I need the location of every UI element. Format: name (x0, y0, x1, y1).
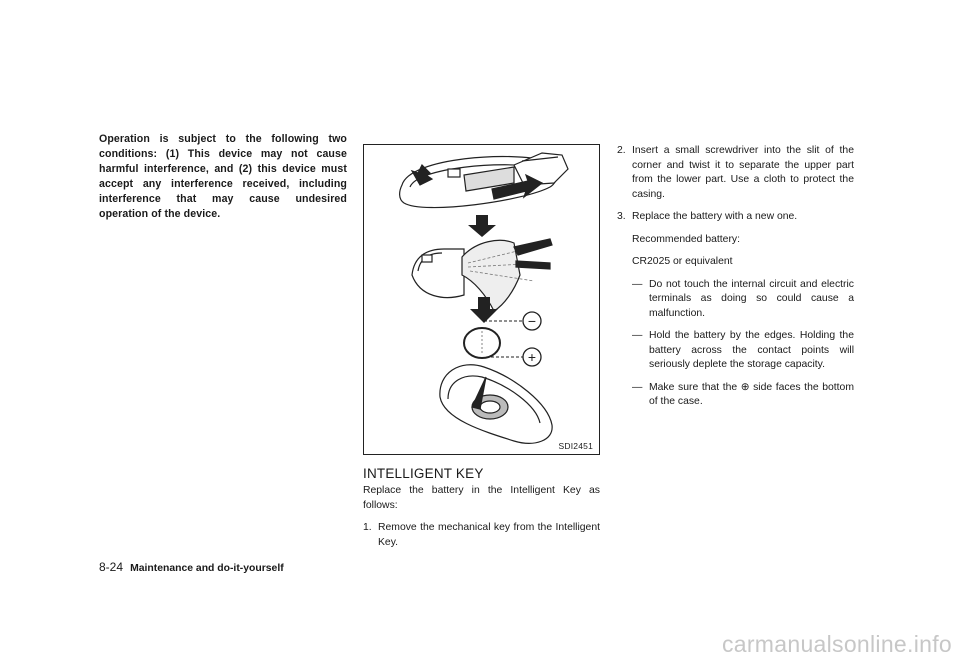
illustration-drawing (364, 145, 599, 454)
footer-title: Maintenance and do-it-yourself (130, 563, 284, 574)
section-intro: Replace the battery in the Intelligent Key as follows: (363, 485, 600, 511)
interference-notice: Operation is subject to the following two conditions: (1) This device may not cause harmful interference, and (2) this device must accept any interference received, including interference that may cause undesired operation of the device. (99, 133, 347, 220)
dash-marker: — (632, 278, 643, 290)
page-footer (99, 560, 284, 574)
caution-item (617, 278, 854, 322)
battery-type: CR2025 or equivalent (632, 256, 733, 267)
step-2 (617, 144, 854, 202)
caution-text: Do not touch the internal circuit and electric terminals as doing so could cause a malfunction. (649, 278, 854, 319)
down-arrow-1 (468, 215, 496, 237)
caution-item (617, 329, 854, 373)
step-text: Insert a small screwdriver into the slit of the corner and twist it to separate the upper part from the lower part. Use a cloth to protect the casing. (632, 145, 854, 200)
minus-symbol: − (527, 313, 537, 329)
section-heading: INTELLIGENT KEY (363, 466, 484, 481)
caution-item (617, 381, 854, 410)
step-3 (617, 210, 854, 225)
left-column (99, 132, 347, 222)
dash-marker: — (632, 330, 643, 341)
recommended-battery-label: Recommended battery: (632, 233, 741, 245)
dash-marker: — (632, 381, 643, 393)
page-number: 8-24 (99, 560, 124, 574)
caution-text: Make sure that the ⊕ side faces the bottom of the case. (649, 381, 854, 407)
key-fob-removal (400, 153, 568, 208)
step-1 (363, 521, 600, 550)
step-text: Remove the mechanical key from the Intelligent Key. (378, 522, 600, 548)
middle-column (363, 144, 600, 550)
battery-replacement-illustration (363, 144, 600, 455)
step-number: 2. (617, 145, 626, 156)
step-text: Replace the battery with a new one. (632, 211, 798, 222)
lower-case (440, 365, 552, 444)
figure-code: SDI2451 (558, 441, 593, 451)
watermark[interactable]: carmanualsonline.info (721, 631, 952, 657)
step-number: 1. (363, 522, 372, 533)
step-number: 3. (617, 211, 626, 222)
right-column (617, 144, 854, 410)
caution-text: Hold the battery by the edges. Holding the battery across the contact points will seriously deplete the storage capacity. (649, 330, 854, 370)
plus-symbol: + (527, 349, 537, 365)
